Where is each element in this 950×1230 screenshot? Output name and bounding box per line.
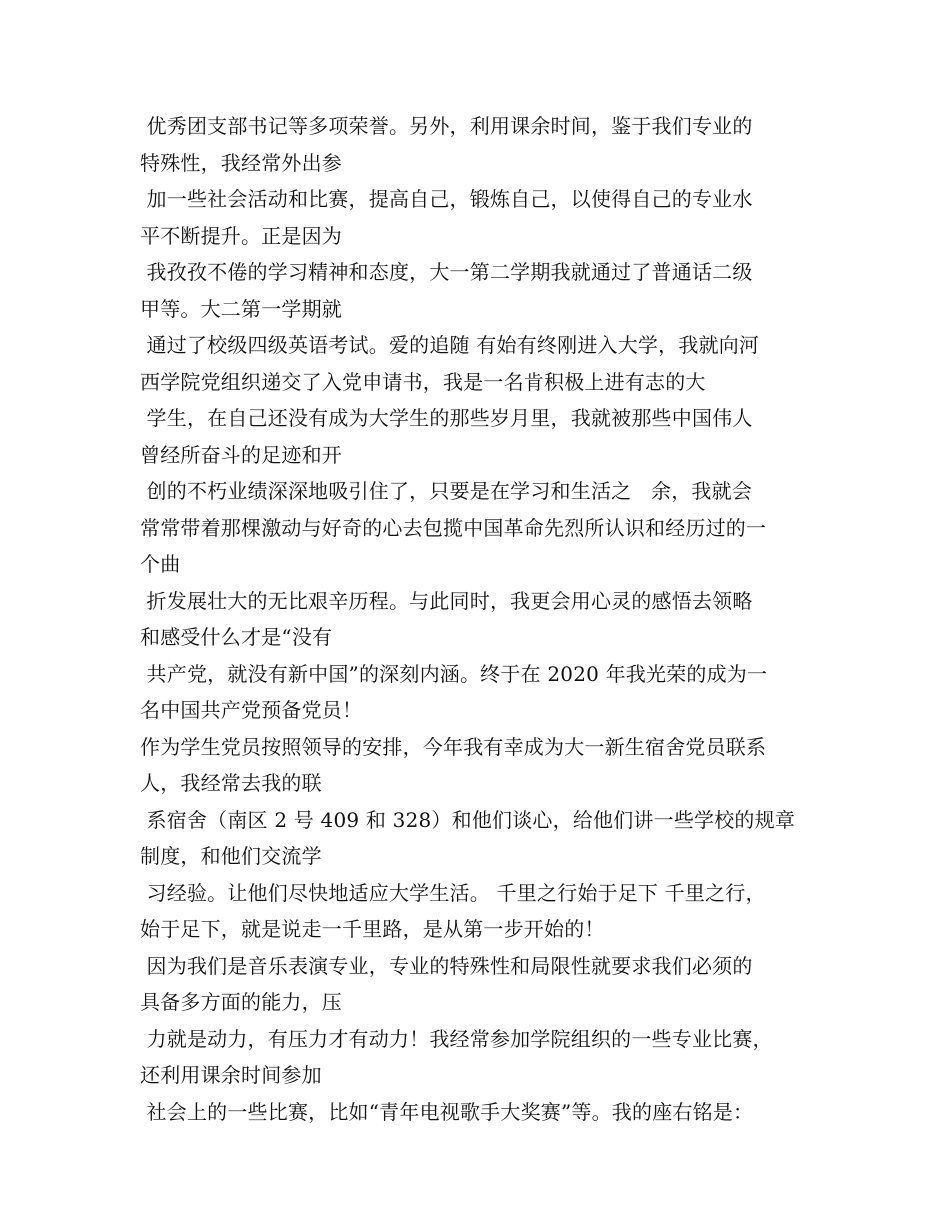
text-line: 曾经所奋斗的足迹和开 xyxy=(140,442,342,467)
text-line: 西学院党组织递交了入党申请书，我是一名肯积极上进有志的大 xyxy=(140,369,706,394)
text-line: 我孜孜不倦的学习精神和态度，大一第二学期我就通过了普通话二级 xyxy=(140,260,753,284)
text-line: 因为我们是音乐表演专业，专业的特殊性和局限性就要求我们必须的 xyxy=(140,953,753,978)
text-line: 人，我经常去我的联 xyxy=(140,771,322,795)
text-line: 创的不朽业绩深深地吸引住了，只要是在学习和生活之 余，我就会 xyxy=(140,479,753,503)
text-line: 特殊性，我经常外出参 xyxy=(140,150,342,175)
text-line: 折发展壮大的无比艰辛历程。与此同时，我更会用心灵的感悟去领略 xyxy=(140,588,753,613)
text-line: 始于足下，就是说走一千里路，是从第一步开始的！ xyxy=(140,917,605,941)
text-line: 名中国共产党预备党员！ xyxy=(140,698,363,722)
text-line: 共产党，就没有新中国”的深刻内涵。终于在 2020 年我光荣的成为一 xyxy=(140,661,768,686)
text-line: 作为学生党员按照领导的安排，今年我有幸成为大一新生宿舍党员联系 xyxy=(140,734,767,759)
text-line: 个曲 xyxy=(140,552,181,576)
text-line: 平不断提升。正是因为 xyxy=(140,223,342,248)
text-line: 力就是动力，有压力才有动力！我经常参加学院组织的一些专业比赛， xyxy=(140,1026,773,1051)
text-line: 制度，和他们交流学 xyxy=(140,844,322,868)
text-line: 和感受什么才是“没有 xyxy=(140,625,333,649)
text-line: 常常带着那棵激动与好奇的心去包揽中国革命先烈所认识和经历过的一 xyxy=(140,515,767,540)
document-body xyxy=(140,114,830,1136)
text-line: 通过了校级四级英语考试。爱的追随 有始有终刚进入大学，我就向河 xyxy=(140,333,760,357)
text-line: 系宿舍（南区 2 号 409 和 328）和他们谈心，给他们讲一些学校的规章 xyxy=(140,807,796,832)
text-line: 还利用课余时间参加 xyxy=(140,1063,322,1087)
text-line: 习经验。让他们尽快地适应大学生活。 千里之行始于足下 千里之行， xyxy=(140,880,766,905)
text-line: 甲等。大二第一学期就 xyxy=(140,296,342,321)
text-line: 社会上的一些比赛，比如“青年电视歌手大奖赛”等。我的座右铭是： xyxy=(140,1099,754,1124)
text-line: 学生，在自己还没有成为大学生的那些岁月里，我就被那些中国伟人 xyxy=(140,406,753,430)
text-line: 加一些社会活动和比赛，提高自己，锻炼自己，以使得自己的专业水 xyxy=(140,187,753,211)
text-line: 优秀团支部书记等多项荣誉。另外，利用课余时间，鉴于我们专业的 xyxy=(140,114,753,138)
text-line: 具备多方面的能力，压 xyxy=(140,990,342,1014)
